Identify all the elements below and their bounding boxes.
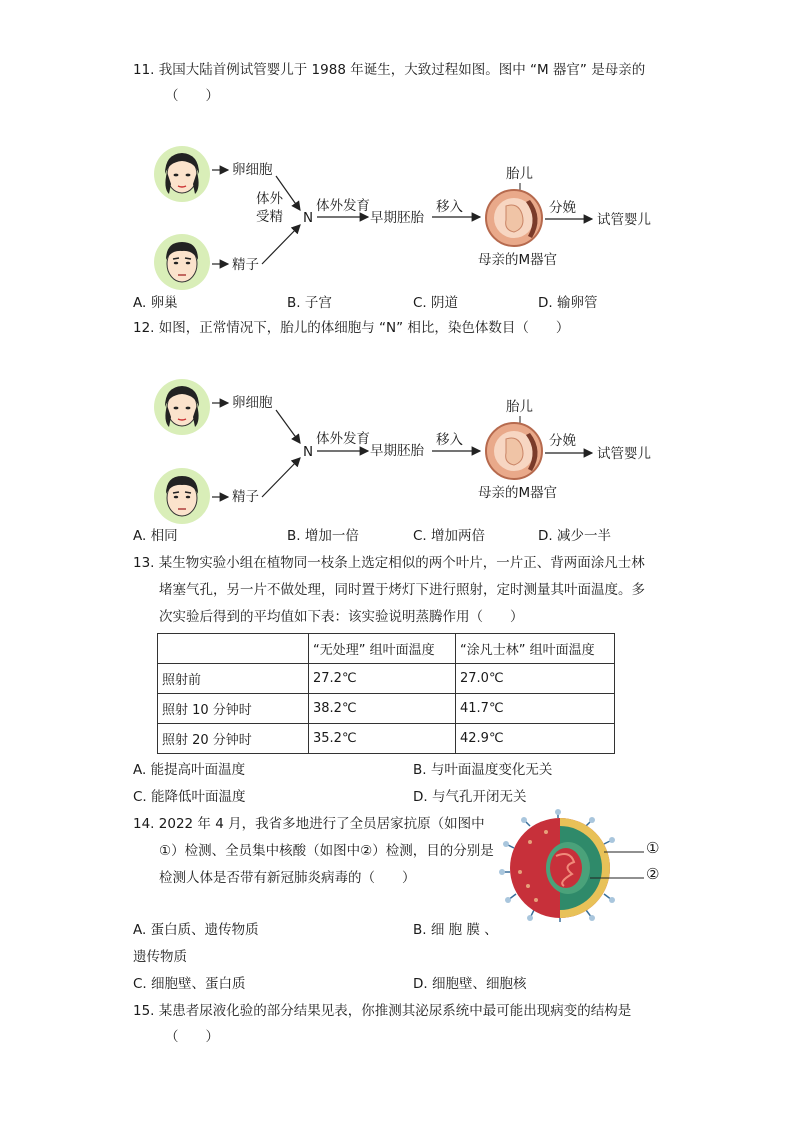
q12-option-d[interactable]: D. 减少一半 — [538, 528, 611, 544]
table-row — [158, 664, 615, 694]
q12-organ-label: 母亲的M器官 — [478, 485, 558, 501]
q11-option-c[interactable]: C. 阴道 — [413, 295, 459, 311]
q15-stem-line-1: 15. 某患者尿液化验的部分结果见表，你推测其泌尿系统中最可能出现病变的结构是 — [133, 1003, 632, 1019]
q14-option-b[interactable]: B. 细 胞 膜 、 — [413, 922, 498, 938]
q11-sperm-label: 精子 — [232, 257, 259, 273]
table-cell: 38.2℃ — [309, 694, 456, 724]
q12-option-b[interactable]: B. 增加一倍 — [287, 528, 359, 544]
q11-transfer-label: 移入 — [436, 199, 463, 215]
q15-stem-line-2: （ ） — [165, 1029, 219, 1045]
q11-birth-label: 分娩 — [549, 200, 576, 216]
q14-stem-line-2: ①）检测、全员集中核酸（如图中②）检测，目的分别是 — [159, 843, 494, 859]
q12-birth-label: 分娩 — [549, 433, 576, 449]
q13-option-d[interactable]: D. 与气孔开闭无关 — [413, 789, 527, 805]
q12-n-label: N — [303, 444, 314, 460]
q12-stem-line-1: 12. 如图，正常情况下，胎儿的体细胞与 “N” 相比，染色体数目（ ） — [133, 320, 570, 336]
q12-option-a[interactable]: A. 相同 — [133, 528, 178, 544]
q12-fetus-label: 胎儿 — [506, 399, 533, 415]
q14-marker-1: ① — [646, 839, 660, 857]
q12-option-c[interactable]: C. 增加两倍 — [413, 528, 486, 544]
q11-egg-label: 卵细胞 — [232, 162, 273, 178]
q11-develop-label: 体外发育 — [316, 198, 370, 214]
q12-baby-label: 试管婴儿 — [597, 446, 651, 462]
q12-embryo-label: 早期胚胎 — [370, 443, 424, 459]
q14-option-b-continued: 遗传物质 — [133, 949, 187, 965]
table-header-row — [158, 634, 615, 664]
table-header-cell — [158, 634, 309, 664]
q11-n-label: N — [303, 210, 314, 226]
q11-option-d[interactable]: D. 输卵管 — [538, 295, 598, 311]
q12-develop-label: 体外发育 — [316, 431, 370, 447]
q11-stem-line-1: 11. 我国大陆首例试管婴儿于 1988 年诞生，大致过程如图。图中 “M 器官” 是母亲的 — [133, 62, 646, 78]
q12-egg-label: 卵细胞 — [232, 395, 273, 411]
uterus-icon — [484, 421, 544, 481]
q11-fert-label-1: 体外 — [256, 191, 283, 207]
table-cell: 27.2℃ — [309, 664, 456, 694]
q14-option-d[interactable]: D. 细胞壁、细胞核 — [413, 976, 527, 992]
table-cell: 27.0℃ — [456, 664, 615, 694]
table-cell: 照射 10 分钟时 — [158, 694, 309, 724]
q14-stem-line-3: 检测人体是否带有新冠肺炎病毒的（ ） — [159, 870, 416, 886]
q13-stem-line-1: 13. 某生物实验小组在植物同一枝条上选定相似的两个叶片，一片正、背两面涂凡士林 — [133, 555, 645, 571]
q14-stem-line-1: 14. 2022 年 4 月，我省多地进行了全员居家抗原（如图中 — [133, 816, 485, 832]
q13-temperature-table — [157, 633, 615, 754]
q12-arrows — [0, 0, 794, 560]
q13-option-c[interactable]: C. 能降低叶面温度 — [133, 789, 246, 805]
q13-option-a[interactable]: A. 能提高叶面温度 — [133, 762, 246, 778]
q13-stem-line-3: 次实验后得到的平均值如下表：该实验说明蒸腾作用（ ） — [159, 609, 524, 625]
table-cell: 照射前 — [158, 664, 309, 694]
table-cell: 照射 20 分钟时 — [158, 724, 309, 754]
table-header-cell: “涂凡士林” 组叶面温度 — [456, 634, 615, 664]
coronavirus-icon — [500, 812, 630, 922]
q11-stem-line-2: （ ） — [165, 88, 219, 104]
table-row — [158, 724, 615, 754]
q12-transfer-label: 移入 — [436, 432, 463, 448]
q14-option-a[interactable]: A. 蛋白质、遗传物质 — [133, 922, 259, 938]
q11-fert-label-2: 受精 — [256, 209, 283, 225]
q11-embryo-label: 早期胚胎 — [370, 210, 424, 226]
table-cell: 35.2℃ — [309, 724, 456, 754]
q13-stem-line-2: 堵塞气孔，另一片不做处理，同时置于烤灯下进行照射，定时测量其叶面温度。多 — [159, 582, 645, 598]
table-cell: 41.7℃ — [456, 694, 615, 724]
q14-marker-2: ② — [646, 865, 660, 883]
q11-option-a[interactable]: A. 卵巢 — [133, 295, 178, 311]
q12-sperm-label: 精子 — [232, 489, 259, 505]
q11-organ-label: 母亲的M器官 — [478, 252, 558, 268]
q13-option-b[interactable]: B. 与叶面温度变化无关 — [413, 762, 553, 778]
table-row — [158, 694, 615, 724]
q14-option-c[interactable]: C. 细胞壁、蛋白质 — [133, 976, 246, 992]
q11-baby-label: 试管婴儿 — [597, 212, 651, 228]
table-header-cell: “无处理” 组叶面温度 — [309, 634, 456, 664]
q11-fetus-label: 胎儿 — [506, 166, 533, 182]
q11-option-b[interactable]: B. 子宫 — [287, 295, 332, 311]
table-cell: 42.9℃ — [456, 724, 615, 754]
